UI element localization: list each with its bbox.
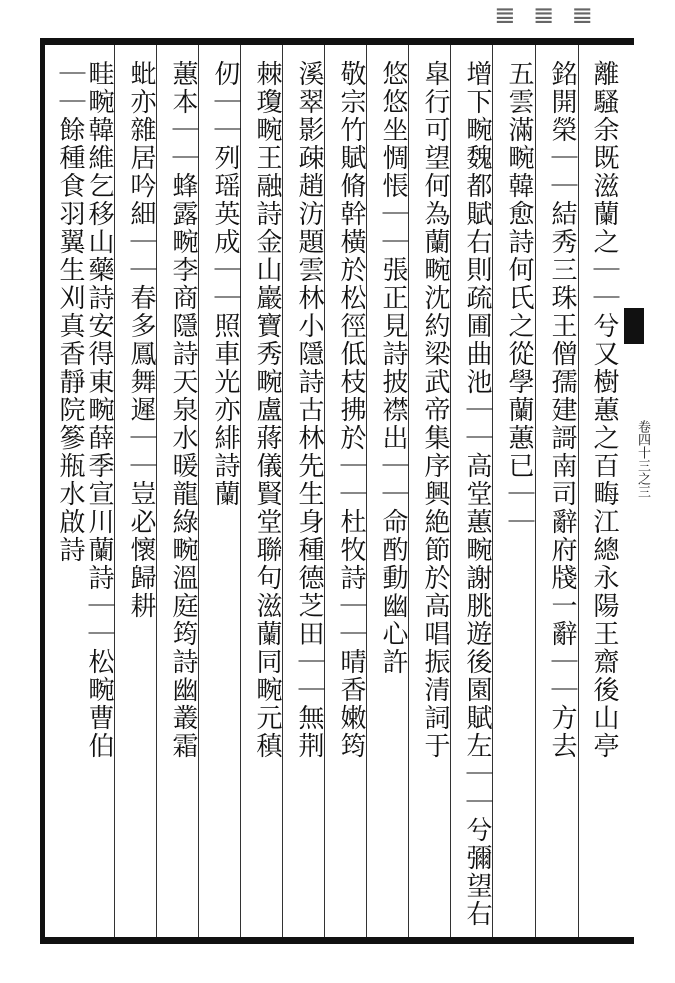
text-column-8: 溪翠影疎趙汸題雲林小隱詩古林先生身種德芝田｜｜無荆 — [294, 60, 324, 760]
text-column-6: 悠悠坐惆悵｜｜張正見詩披襟出｜｜命酌動幽心許 — [378, 60, 408, 676]
text-column-9: 棘瓊畹王融詩金山巖寶秀畹盧蔣儀賢堂聯句滋蘭同畹元稹 — [252, 60, 282, 760]
margin-tab — [624, 308, 644, 344]
text-column-13: 畦畹韓維乞移山藥詩安得東畹薛季宣川蘭詩｜｜松畹曹伯 — [84, 60, 114, 760]
top-header-glyphs: 𝌆 𝌆 𝌆 — [495, 4, 599, 29]
text-column-1: 離騷余既滋蘭之｜｜兮又樹蕙之百畮江總永陽王齋後山亭 — [589, 60, 619, 760]
top-strip — [40, 0, 640, 38]
text-column-5: 皐行可望何為蘭畹沈約梁武帝集序興絶節於高唱振清詞于 — [420, 60, 450, 760]
text-column-4: 增下畹魏都賦右則疏圃曲池｜｜高堂蕙畹謝朓遊後園賦左｜｜兮彌望右 — [462, 60, 492, 928]
text-column-7: 敬宗竹賦脩幹橫於松徑低枝拂於｜｜杜牧詩｜｜晴香嫩筠 — [336, 60, 366, 760]
text-column-2: 銘開榮｜｜結秀三珠王僧孺建謌南司辭府牋一辭｜｜方去 — [547, 60, 577, 760]
text-column-10: 仞｜｜列瑶英成｜｜照車光亦緋詩蘭 — [210, 60, 240, 508]
text-column-14: ｜｜餘種食羽翼生刈真香靜院篸瓶水啟詩 — [55, 60, 85, 564]
text-column-12: 蚍亦雜居吟細｜｜春多鳳舞遲｜｜豈必懷歸耕 — [126, 60, 156, 620]
text-column-11: 蕙本｜｜蜂露畹李商隱詩天泉水暖龍綠畹溫庭筠詩幽叢霜 — [168, 60, 198, 760]
text-column-3: 五雲滿畹韓愈詩何氏之從學蘭蕙已｜｜ — [504, 60, 534, 536]
chapter-label: 卷四十三之三 — [635, 420, 650, 498]
